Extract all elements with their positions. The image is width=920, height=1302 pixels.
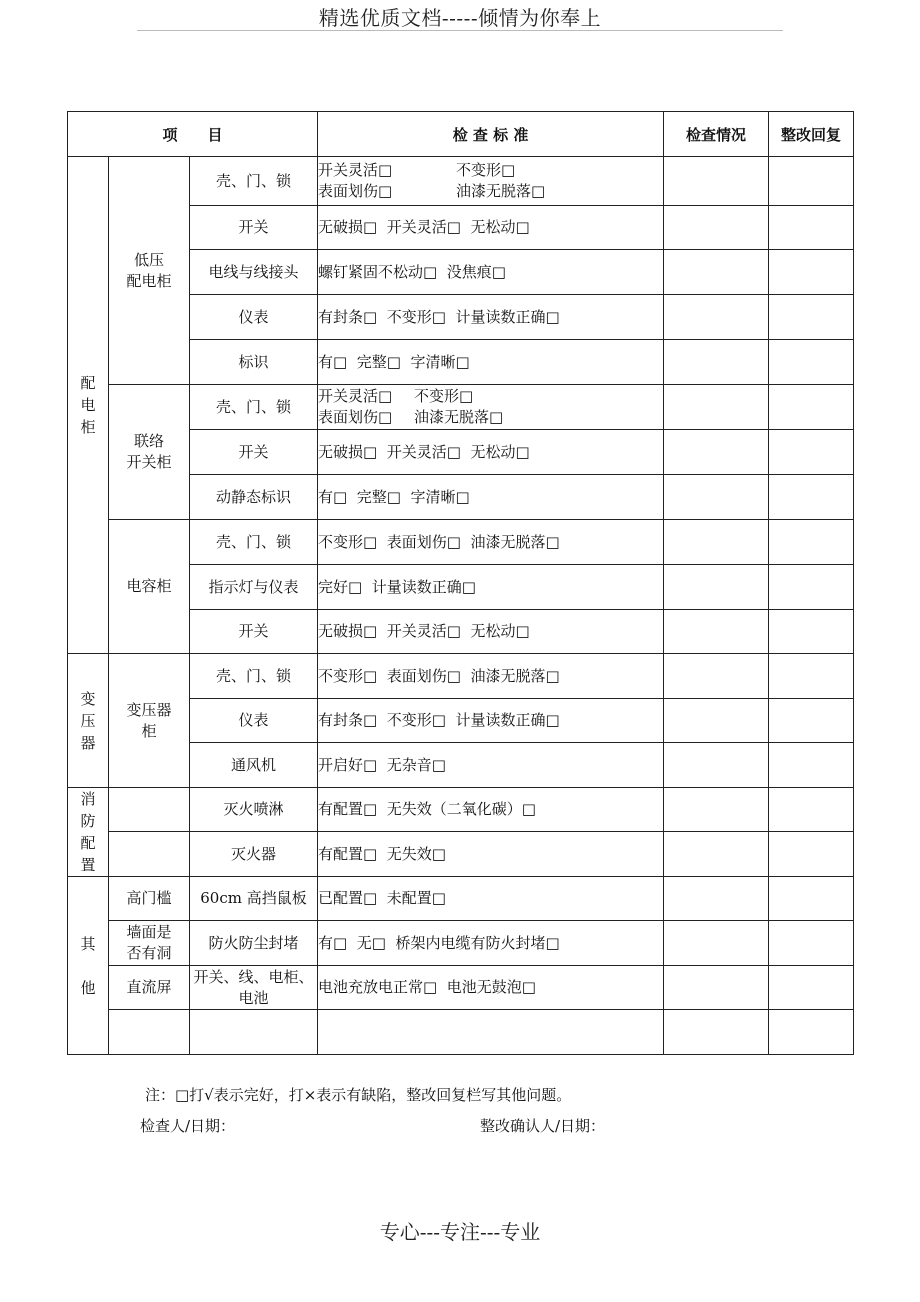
standard-cell: 螺钉紧固不松动□ 没焦痕□ [318, 250, 664, 295]
item-cell: 灭火器 [190, 832, 318, 877]
subgroup-cell [109, 654, 190, 788]
item-cell: 开关、线、电柜、 电池 [190, 966, 318, 1010]
status-cell[interactable] [664, 340, 769, 385]
page-header: 精选优质文档-----倾情为你奉上 [318, 6, 602, 30]
subgroup-cell [109, 520, 190, 654]
page-footer: 专心---专注---专业 [379, 1220, 541, 1244]
subgroup-cell [109, 788, 190, 832]
col-header-standard: 检 查 标 准 [318, 112, 664, 157]
subgroup-label: 低压 配电柜 [126, 250, 172, 290]
col-header-item: 项 目 [68, 112, 318, 157]
table-row [68, 788, 854, 832]
inspector-signature-label: 检查人/日期： [140, 1117, 236, 1135]
reply-cell[interactable] [769, 565, 854, 610]
reply-cell[interactable] [769, 430, 854, 475]
standard-text: 开关灵活□ [318, 161, 393, 179]
table-row [68, 877, 854, 921]
table-row [68, 157, 854, 206]
item-cell: 开关 [190, 610, 318, 654]
status-cell[interactable] [664, 430, 769, 475]
standard-text: 表面划伤□ [318, 182, 393, 200]
reply-cell[interactable] [769, 475, 854, 520]
col-header-status: 检查情况 [664, 112, 769, 157]
standard-cell: 有配置□ 无失效□ [318, 832, 664, 877]
standard-text: 不变形□ [456, 161, 516, 179]
table-row [68, 966, 854, 1010]
standard-cell: 有□ 完整□ 字清晰□ [318, 340, 664, 385]
group-cell [68, 877, 109, 1055]
status-cell[interactable] [664, 699, 769, 743]
status-cell[interactable] [664, 565, 769, 610]
subgroup-cell[interactable] [109, 1010, 190, 1055]
reply-cell[interactable] [769, 832, 854, 877]
reply-cell[interactable] [769, 340, 854, 385]
item-cell: 开关 [190, 206, 318, 250]
standard-cell: 已配置□ 未配置□ [318, 877, 664, 921]
status-cell[interactable] [664, 475, 769, 520]
status-cell[interactable] [664, 921, 769, 966]
standard-cell: 无破损□ 开关灵活□ 无松动□ [318, 430, 664, 475]
status-cell[interactable] [664, 654, 769, 699]
standard-cell: 开启好□ 无杂音□ [318, 743, 664, 788]
status-cell[interactable] [664, 788, 769, 832]
reply-cell[interactable] [769, 295, 854, 340]
item-cell: 壳、门、锁 [190, 385, 318, 430]
status-cell[interactable] [664, 832, 769, 877]
standard-cell: 有封条□ 不变形□ 计量读数正确□ [318, 699, 664, 743]
subgroup-label: 电容柜 [126, 577, 172, 595]
item-cell: 壳、门、锁 [190, 157, 318, 206]
table-header-row [68, 112, 854, 157]
status-cell[interactable] [664, 743, 769, 788]
group-label: 消 防 配 置 [80, 790, 96, 874]
standard-text: 油漆无脱落□ [414, 408, 504, 426]
reply-cell[interactable] [769, 520, 854, 565]
subgroup-label: 高门槛 [126, 889, 172, 907]
reply-cell[interactable] [769, 699, 854, 743]
item-cell: 指示灯与仪表 [190, 565, 318, 610]
item-cell: 防火防尘封堵 [190, 921, 318, 966]
standard-text: 不变形□ [414, 387, 474, 405]
standard-text: 表面划伤□ [318, 408, 393, 426]
table-row [68, 520, 854, 565]
standard-cell: 不变形□ 表面划伤□ 油漆无脱落□ [318, 654, 664, 699]
reply-cell[interactable] [769, 385, 854, 430]
reply-cell[interactable] [769, 610, 854, 654]
item-cell: 仪表 [190, 699, 318, 743]
standard-cell: 有封条□ 不变形□ 计量读数正确□ [318, 295, 664, 340]
status-cell[interactable] [664, 295, 769, 340]
group-cell [68, 654, 109, 788]
status-cell[interactable] [664, 966, 769, 1010]
item-cell: 灭火喷淋 [190, 788, 318, 832]
item-cell: 动静态标识 [190, 475, 318, 520]
item-cell: 仪表 [190, 295, 318, 340]
item-cell[interactable] [190, 1010, 318, 1055]
group-cell [68, 788, 109, 877]
reply-cell[interactable] [769, 966, 854, 1010]
col-header-reply: 整改回复 [769, 112, 854, 157]
status-cell[interactable] [664, 385, 769, 430]
standard-text: 油漆无脱落□ [456, 182, 546, 200]
reply-cell[interactable] [769, 206, 854, 250]
standard-cell[interactable] [318, 1010, 664, 1055]
standard-cell: 不变形□ 表面划伤□ 油漆无脱落□ [318, 520, 664, 565]
subgroup-cell [109, 966, 190, 1010]
standard-cell: 有配置□ 无失效（二氧化碳）□ [318, 788, 664, 832]
table-row [68, 385, 854, 430]
reply-cell[interactable] [769, 921, 854, 966]
reply-cell[interactable] [769, 743, 854, 788]
footnote: 注：□打√表示完好，打×表示有缺陷，整改回复栏写其他问题。 [145, 1086, 572, 1104]
group-label: 其 他 [80, 934, 96, 997]
status-cell[interactable] [664, 520, 769, 565]
item-cell: 标识 [190, 340, 318, 385]
item-cell: 60cm 高挡鼠板 [190, 877, 318, 921]
status-cell[interactable] [664, 877, 769, 921]
group-label: 配 电 柜 [80, 374, 96, 436]
status-cell[interactable] [664, 157, 769, 206]
confirmer-signature-label: 整改确认人/日期： [480, 1117, 606, 1135]
standard-cell: 有□ 完整□ 字清晰□ [318, 475, 664, 520]
reply-cell[interactable] [769, 654, 854, 699]
subgroup-cell [109, 877, 190, 921]
standard-cell: 无破损□ 开关灵活□ 无松动□ [318, 206, 664, 250]
table-row [68, 1010, 854, 1055]
table-row [68, 832, 854, 877]
reply-cell[interactable] [769, 788, 854, 832]
reply-cell[interactable] [769, 1010, 854, 1055]
item-cell: 开关 [190, 430, 318, 475]
standard-cell: 有□ 无□ 桥架内电缆有防火封堵□ [318, 921, 664, 966]
status-cell[interactable] [664, 206, 769, 250]
reply-cell[interactable] [769, 877, 854, 921]
subgroup-label: 直流屏 [126, 978, 172, 996]
subgroup-cell [109, 157, 190, 385]
subgroup-cell [109, 832, 190, 877]
subgroup-label: 变压器 柜 [126, 700, 172, 740]
reply-cell[interactable] [769, 157, 854, 206]
subgroup-cell [109, 921, 190, 966]
subgroup-label: 联络 开关柜 [126, 432, 172, 471]
standard-cell [318, 157, 664, 206]
item-cell: 电线与线接头 [190, 250, 318, 295]
standard-cell: 无破损□ 开关灵活□ 无松动□ [318, 610, 664, 654]
table-row [68, 921, 854, 966]
standard-cell: 完好□ 计量读数正确□ [318, 565, 664, 610]
group-cell [68, 157, 109, 654]
inspection-table [67, 111, 854, 1055]
reply-cell[interactable] [769, 250, 854, 295]
standard-cell: 电池充放电正常□ 电池无鼓泡□ [318, 966, 664, 1010]
header-divider [137, 30, 783, 31]
item-cell: 壳、门、锁 [190, 520, 318, 565]
status-cell[interactable] [664, 610, 769, 654]
subgroup-label: 墙面是 否有洞 [126, 923, 172, 962]
subgroup-cell [109, 385, 190, 520]
table-row [68, 654, 854, 699]
status-cell[interactable] [664, 250, 769, 295]
item-cell: 壳、门、锁 [190, 654, 318, 699]
standard-text: 开关灵活□ [318, 387, 393, 405]
item-cell: 通风机 [190, 743, 318, 788]
standard-cell [318, 385, 664, 430]
status-cell[interactable] [664, 1010, 769, 1055]
group-label: 变 压 器 [80, 689, 96, 752]
